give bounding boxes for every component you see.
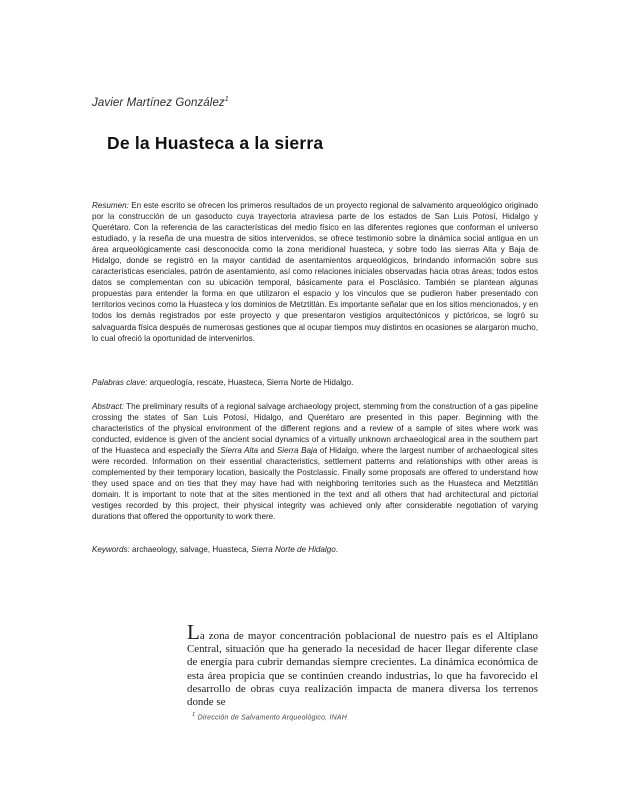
abstract-text-2: and xyxy=(258,446,277,456)
author-name: Javier Martínez González xyxy=(92,96,225,109)
palabras-clave-paragraph xyxy=(92,377,538,388)
drop-cap: L xyxy=(187,620,200,644)
footnote-mark: 1 xyxy=(192,712,196,718)
body-paragraph xyxy=(187,620,538,709)
keywords-paragraph xyxy=(92,544,538,555)
abstract-paragraph xyxy=(92,401,538,523)
author-line xyxy=(92,96,229,109)
footnote xyxy=(192,712,347,721)
footnote-text: Dirección de Salvamento Arqueológico, INAH xyxy=(197,714,347,722)
resumen-label: Resumen: xyxy=(92,201,129,210)
abstract-label: Abstract: xyxy=(92,402,124,411)
abstract-text-1: The preliminary results of a regional salvage archaeology project, stemming from the construction of a gas pipeline crossing the states of San Luis Potosí, Hidalgo, and Querétaro are presented in this paper. Beginning with the characteristics of the physical environment of the different regions and a review of a sample of sites where work was conducted, evidence is given of the ancient social dynamics of a virtually unknown archaeological area in the southern part of the Huasteca and especially the xyxy=(92,402,538,456)
keywords-text-1: archaeology, salvage, Huasteca, xyxy=(129,545,252,554)
keywords-label: Keywords: xyxy=(92,545,130,554)
resumen-paragraph xyxy=(92,200,538,344)
abstract-text-3: of Hidalgo, where the largest number of archaeological sites were recorded. Information on their essential characteristics, settlement patterns and relationships with other areas is complemented by their temporary location, basically the Postclassic. Finally some proposals are offered to understand how they used space and on ties that they may have had with neighboring territories such as the Huasteca and Metztitlán domain. It is important to note that at the sites mentioned in the text and all others that had architectural and pictorial vestiges recorded by this project, their physical integrity was achieved only after considerable negotiation of varying durations that offered the opportunity to work there. xyxy=(92,446,538,522)
abstract-italic-1: Sierra Alta xyxy=(220,446,259,456)
body-text: a zona de mayor concentración poblacional de nuestro país es el Altiplano Central, situación que ha generado la necesidad de hacer llegar diferente clase de energía para cubrir demandas siempre crecientes. La dinámica económica de esta área propicia que se continúen creando industrias, lo que ha favorecido el desarrollo de obras cuya realización impacta de manera diversa los terrenos donde se xyxy=(187,630,538,709)
keywords-italic: Sierra Norte de Hidalgo xyxy=(251,545,336,554)
palabras-clave-text: arqueología, rescate, Huasteca, Sierra Norte de Hidalgo. xyxy=(147,378,354,387)
abstract-italic-2: Sierra Baja xyxy=(276,446,318,456)
article-title: De la Huasteca a la sierra xyxy=(107,133,324,153)
resumen-text: En este escrito se ofrecen los primeros resultados de un proyecto regional de salvamento arqueológico originado por la construcción de un gasoducto cuya trayectoria atraviesa parte de los estados de San Luis Potosí, Hidalgo y Querétaro. Con la referencia de las características del medio físico en las diferentes regiones que conforman el universo estudiado, y la reseña de una muestra de sitios intervenidos, se ofrece testimonio sobre la dinámica social antigua en un área arqueológicamente casi desconocida como la zona meridional huasteca, y sobre todo las sierras Alta y Baja de Hidalgo, donde se registró en la mayor cantidad de asentamientos arqueológicos, brindando información sobre sus características esenciales, patrón de asentamiento, así como relaciones iniciales observadas hacia otras áreas; todos estos datos se complementan con su ubicación temporal, básicamente para el Posclásico. También se plantean algunas propuestas para entender la forma en que utilizaron el espacio y los vínculos que se pudieron haber presentado con territorios vecinos como la Huasteca y los dominios de Metztitlán. Es importante señalar que en los sitios mencionados, y en todos los demás registrados por este proyecto y que presentaron vestigios arquitectónicos y pictóricos, se logró su salvaguarda física después de numerosas gestiones que al ocupar tiempos muy distintos en ocasiones se alargaron mucho, lo cual ofreció la oportunidad de intervenirlos. xyxy=(92,201,538,343)
keywords-text-2: . xyxy=(335,545,338,554)
palabras-clave-label: Palabras clave: xyxy=(92,378,148,387)
author-footnote-mark: 1 xyxy=(224,96,229,103)
